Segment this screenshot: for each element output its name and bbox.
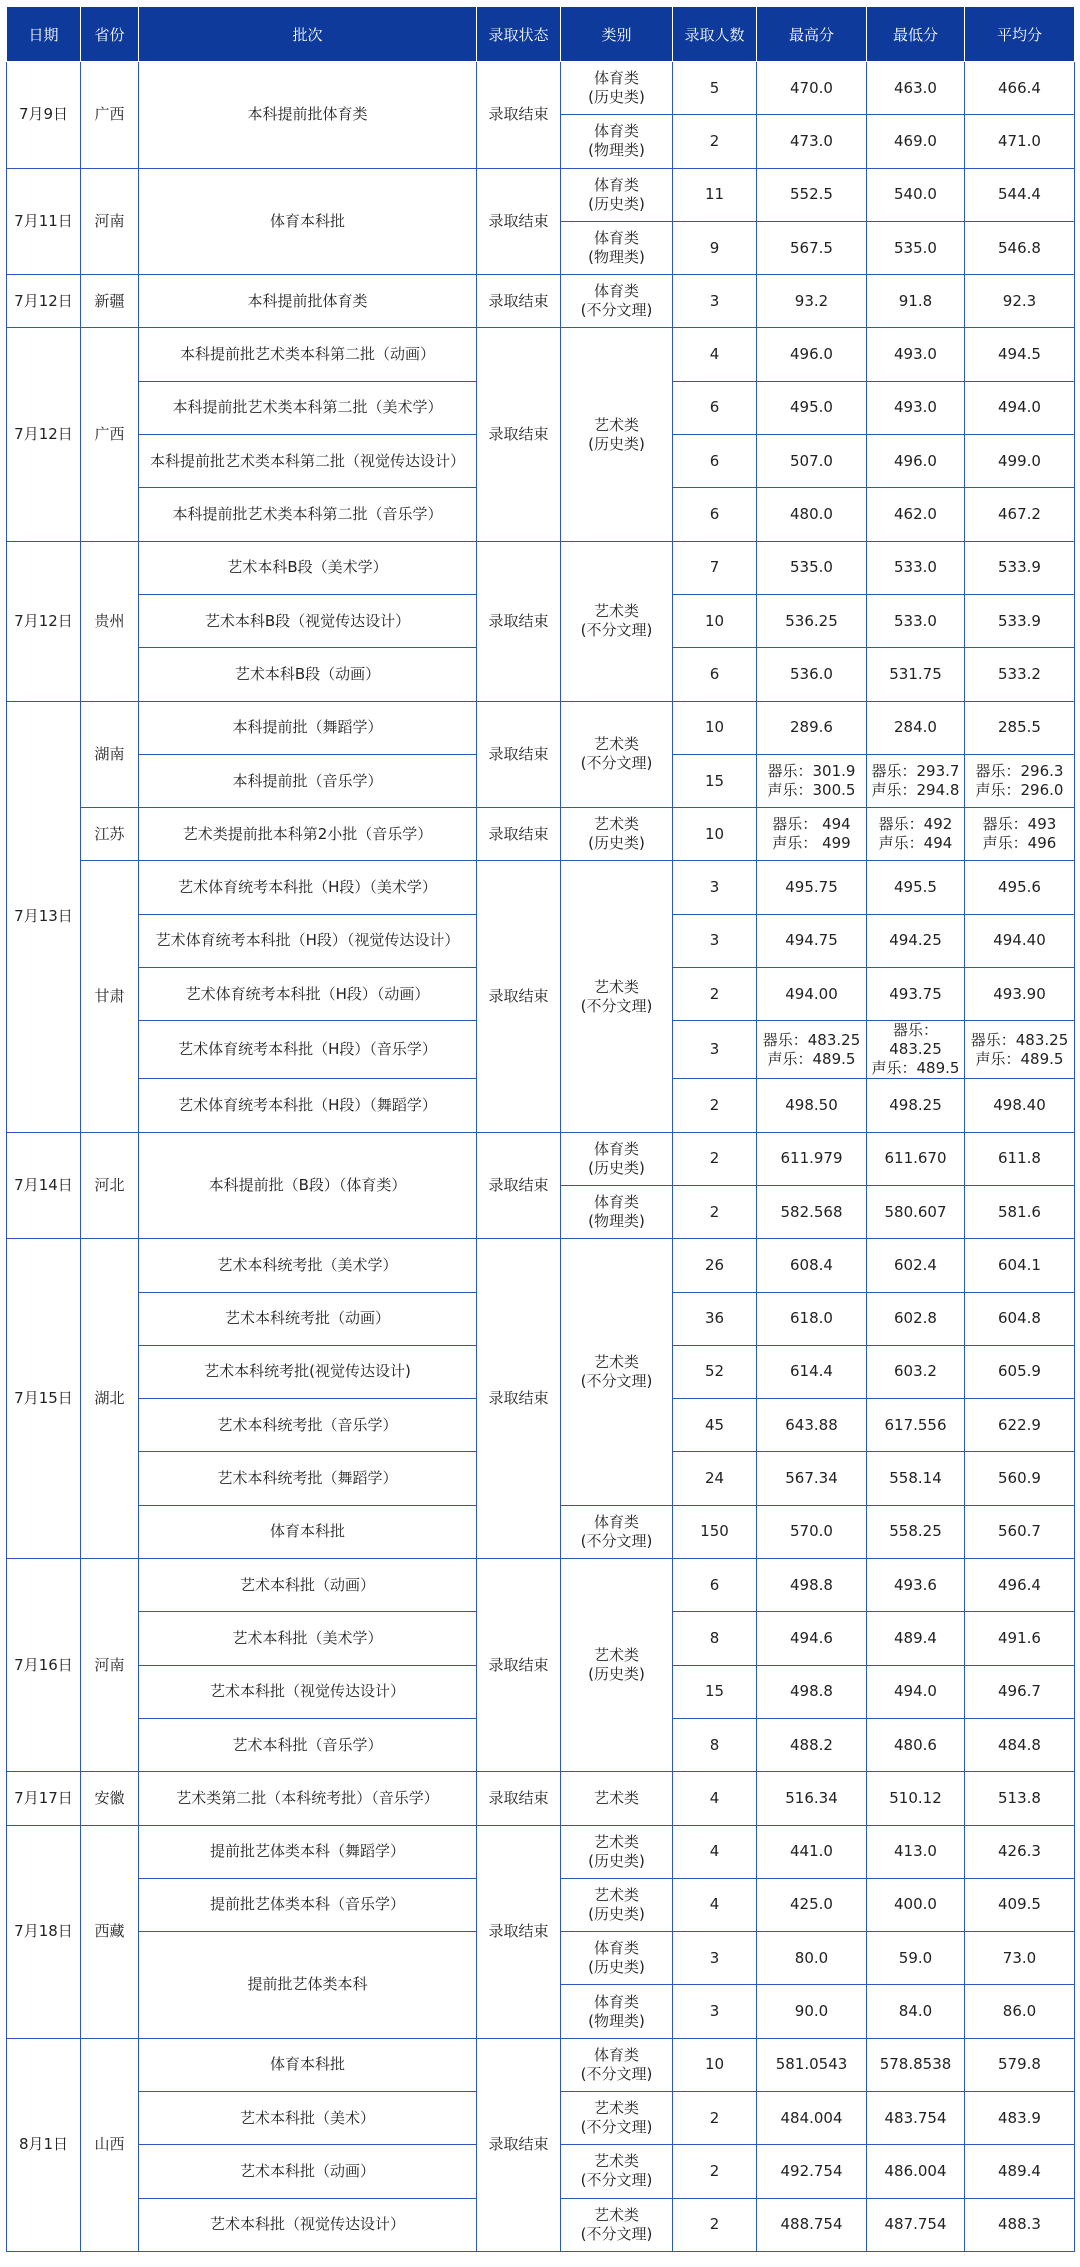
avg-score-cell: 605.9 <box>965 1345 1075 1398</box>
admitted-count-cell: 15 <box>673 1665 757 1718</box>
status-cell: 录取结束 <box>477 861 561 1132</box>
admission-table-container <box>6 6 1075 2252</box>
avg-score-cell: 513.8 <box>965 1772 1075 1825</box>
max-score-cell: 614.4 <box>757 1345 867 1398</box>
min-score-cell: 489.4 <box>867 1612 965 1665</box>
category-cell: 艺术类 (历史类) <box>561 808 673 861</box>
table-row <box>7 1239 1075 1292</box>
date-cell: 7月9日 <box>7 62 81 169</box>
batch-cell: 艺术本科统考批（动画） <box>139 1292 477 1345</box>
admitted-count-cell: 45 <box>673 1399 757 1452</box>
admitted-count-cell: 2 <box>673 1132 757 1185</box>
avg-score-cell: 533.2 <box>965 648 1075 701</box>
province-cell: 甘肃 <box>81 861 139 1132</box>
avg-score-cell: 622.9 <box>965 1399 1075 1452</box>
date-cell: 7月12日 <box>7 541 81 701</box>
max-score-cell: 498.8 <box>757 1559 867 1612</box>
batch-cell: 艺术本科B段（视觉传达设计） <box>139 594 477 647</box>
avg-score-cell: 579.8 <box>965 2038 1075 2091</box>
max-score-cell: 496.0 <box>757 328 867 381</box>
province-cell: 湖北 <box>81 1239 139 1559</box>
date-cell: 7月12日 <box>7 328 81 541</box>
table-header-row <box>7 7 1075 62</box>
batch-cell: 艺术本科统考批（美术学） <box>139 1239 477 1292</box>
min-score-cell: 84.0 <box>867 1985 965 2038</box>
batch-cell: 提前批艺体类本科 <box>139 1932 477 2039</box>
admitted-count-cell: 6 <box>673 488 757 541</box>
avg-score-cell: 器乐：493 声乐：496 <box>965 808 1075 861</box>
avg-score-cell: 491.6 <box>965 1612 1075 1665</box>
table-row <box>7 1559 1075 1612</box>
category-cell: 艺术类 (历史类) <box>561 1559 673 1772</box>
category-cell: 艺术类 (不分文理) <box>561 701 673 808</box>
admitted-count-cell: 4 <box>673 1825 757 1878</box>
batch-cell: 艺术本科批（美术学） <box>139 1612 477 1665</box>
category-cell: 艺术类 (历史类) <box>561 328 673 541</box>
category-cell: 体育类 (物理类) <box>561 1185 673 1238</box>
max-score-cell: 495.0 <box>757 381 867 434</box>
avg-score-cell: 493.90 <box>965 968 1075 1021</box>
admitted-count-cell: 3 <box>673 1932 757 1985</box>
table-row <box>7 62 1075 115</box>
admitted-count-cell: 8 <box>673 1612 757 1665</box>
batch-cell: 本科提前批艺术类本科第二批（音乐学） <box>139 488 477 541</box>
date-cell: 7月16日 <box>7 1559 81 1772</box>
status-cell: 录取结束 <box>477 275 561 328</box>
min-score-cell: 510.12 <box>867 1772 965 1825</box>
category-cell: 体育类 (不分文理) <box>561 2038 673 2091</box>
table-body <box>7 62 1075 2252</box>
avg-score-cell: 484.8 <box>965 1718 1075 1771</box>
batch-cell: 本科提前批艺术类本科第二批（动画） <box>139 328 477 381</box>
status-cell: 录取结束 <box>477 808 561 861</box>
category-cell: 艺术类 (不分文理) <box>561 2198 673 2251</box>
province-cell: 河南 <box>81 168 139 275</box>
batch-cell: 艺术本科批（音乐学） <box>139 1718 477 1771</box>
min-score-cell: 602.4 <box>867 1239 965 1292</box>
category-cell: 体育类 (物理类) <box>561 115 673 168</box>
avg-score-cell: 544.4 <box>965 168 1075 221</box>
admission-score-table <box>6 6 1075 2252</box>
date-cell: 8月1日 <box>7 2038 81 2251</box>
min-score-cell: 602.8 <box>867 1292 965 1345</box>
batch-cell: 本科提前批艺术类本科第二批（美术学） <box>139 381 477 434</box>
min-score-cell: 495.5 <box>867 861 965 914</box>
batch-cell: 本科提前批体育类 <box>139 62 477 169</box>
table-row <box>7 1772 1075 1825</box>
min-score-cell: 486.004 <box>867 2145 965 2198</box>
header-date: 日期 <box>7 7 81 62</box>
batch-cell: 提前批艺体类本科（音乐学） <box>139 1878 477 1931</box>
admitted-count-cell: 4 <box>673 1878 757 1931</box>
table-row <box>7 275 1075 328</box>
avg-score-cell: 466.4 <box>965 62 1075 115</box>
avg-score-cell: 409.5 <box>965 1878 1075 1931</box>
category-cell: 体育类 (历史类) <box>561 1132 673 1185</box>
category-cell: 艺术类 (历史类) <box>561 1878 673 1931</box>
admitted-count-cell: 3 <box>673 275 757 328</box>
max-score-cell: 90.0 <box>757 1985 867 2038</box>
batch-cell: 体育本科批 <box>139 168 477 275</box>
max-score-cell: 492.754 <box>757 2145 867 2198</box>
admitted-count-cell: 2 <box>673 115 757 168</box>
table-row <box>7 808 1075 861</box>
max-score-cell: 608.4 <box>757 1239 867 1292</box>
admitted-count-cell: 10 <box>673 808 757 861</box>
category-cell: 艺术类 (历史类) <box>561 1825 673 1878</box>
avg-score-cell: 533.9 <box>965 541 1075 594</box>
admitted-count-cell: 4 <box>673 1772 757 1825</box>
max-score-cell: 581.0543 <box>757 2038 867 2091</box>
admitted-count-cell: 7 <box>673 541 757 594</box>
province-cell: 西藏 <box>81 1825 139 2038</box>
min-score-cell: 603.2 <box>867 1345 965 1398</box>
min-score-cell: 480.6 <box>867 1718 965 1771</box>
table-row <box>7 541 1075 594</box>
max-score-cell: 494.75 <box>757 914 867 967</box>
min-score-cell: 494.25 <box>867 914 965 967</box>
admitted-count-cell: 10 <box>673 2038 757 2091</box>
category-cell: 艺术类 (不分文理) <box>561 541 673 701</box>
province-cell: 安徽 <box>81 1772 139 1825</box>
province-cell: 广西 <box>81 62 139 169</box>
batch-cell: 艺术体育统考本科批（H段）（视觉传达设计） <box>139 914 477 967</box>
header-avg-score: 平均分 <box>965 7 1075 62</box>
header-province: 省份 <box>81 7 139 62</box>
min-score-cell: 483.754 <box>867 2091 965 2144</box>
date-cell: 7月11日 <box>7 168 81 275</box>
max-score-cell: 488.2 <box>757 1718 867 1771</box>
status-cell: 录取结束 <box>477 1772 561 1825</box>
table-row <box>7 1825 1075 1878</box>
batch-cell: 艺术本科统考批(视觉传达设计) <box>139 1345 477 1398</box>
batch-cell: 艺术本科批（视觉传达设计） <box>139 1665 477 1718</box>
date-cell: 7月15日 <box>7 1239 81 1559</box>
batch-cell: 艺术本科统考批（舞蹈学） <box>139 1452 477 1505</box>
category-cell: 体育类 (历史类) <box>561 62 673 115</box>
table-row <box>7 1132 1075 1185</box>
min-score-cell: 533.0 <box>867 541 965 594</box>
table-row <box>7 701 1075 754</box>
status-cell: 录取结束 <box>477 1239 561 1559</box>
max-score-cell: 484.004 <box>757 2091 867 2144</box>
status-cell: 录取结束 <box>477 1825 561 2038</box>
status-cell: 录取结束 <box>477 168 561 275</box>
batch-cell: 体育本科批 <box>139 1505 477 1558</box>
category-cell: 体育类 (不分文理) <box>561 275 673 328</box>
max-score-cell: 473.0 <box>757 115 867 168</box>
status-cell: 录取结束 <box>477 701 561 808</box>
avg-score-cell: 495.6 <box>965 861 1075 914</box>
admitted-count-cell: 4 <box>673 328 757 381</box>
min-score-cell: 400.0 <box>867 1878 965 1931</box>
admitted-count-cell: 3 <box>673 914 757 967</box>
max-score-cell: 618.0 <box>757 1292 867 1345</box>
category-cell: 艺术类 (不分文理) <box>561 1239 673 1505</box>
min-score-cell: 469.0 <box>867 115 965 168</box>
max-score-cell: 567.5 <box>757 221 867 274</box>
max-score-cell: 611.979 <box>757 1132 867 1185</box>
table-row <box>7 168 1075 221</box>
min-score-cell: 533.0 <box>867 594 965 647</box>
category-cell: 艺术类 (不分文理) <box>561 861 673 1132</box>
category-cell: 体育类 (历史类) <box>561 1932 673 1985</box>
max-score-cell: 器乐： 494 声乐： 499 <box>757 808 867 861</box>
avg-score-cell: 471.0 <box>965 115 1075 168</box>
avg-score-cell: 489.4 <box>965 2145 1075 2198</box>
min-score-cell: 493.0 <box>867 381 965 434</box>
header-max-score: 最高分 <box>757 7 867 62</box>
max-score-cell: 498.8 <box>757 1665 867 1718</box>
admitted-count-cell: 10 <box>673 594 757 647</box>
max-score-cell: 470.0 <box>757 62 867 115</box>
batch-cell: 体育本科批 <box>139 2038 477 2091</box>
batch-cell: 本科提前批（B段）（体育类） <box>139 1132 477 1239</box>
header-min-score: 最低分 <box>867 7 965 62</box>
avg-score-cell: 604.8 <box>965 1292 1075 1345</box>
admitted-count-cell: 3 <box>673 861 757 914</box>
province-cell: 新疆 <box>81 275 139 328</box>
admitted-count-cell: 6 <box>673 381 757 434</box>
header-status: 录取状态 <box>477 7 561 62</box>
avg-score-cell: 494.5 <box>965 328 1075 381</box>
admitted-count-cell: 9 <box>673 221 757 274</box>
batch-cell: 艺术体育统考本科批（H段）（舞蹈学） <box>139 1079 477 1132</box>
max-score-cell: 535.0 <box>757 541 867 594</box>
batch-cell: 艺术本科统考批（音乐学） <box>139 1399 477 1452</box>
max-score-cell: 494.00 <box>757 968 867 1021</box>
min-score-cell: 494.0 <box>867 1665 965 1718</box>
admitted-count-cell: 52 <box>673 1345 757 1398</box>
table-row <box>7 328 1075 381</box>
admitted-count-cell: 6 <box>673 435 757 488</box>
admitted-count-cell: 36 <box>673 1292 757 1345</box>
admitted-count-cell: 8 <box>673 1718 757 1771</box>
table-row <box>7 2038 1075 2091</box>
province-cell: 河南 <box>81 1559 139 1772</box>
category-cell: 体育类 (物理类) <box>561 1985 673 2038</box>
max-score-cell: 536.0 <box>757 648 867 701</box>
admitted-count-cell: 150 <box>673 1505 757 1558</box>
min-score-cell: 487.754 <box>867 2198 965 2251</box>
date-cell: 7月18日 <box>7 1825 81 2038</box>
min-score-cell: 59.0 <box>867 1932 965 1985</box>
province-cell: 贵州 <box>81 541 139 701</box>
min-score-cell: 617.556 <box>867 1399 965 1452</box>
max-score-cell: 516.34 <box>757 1772 867 1825</box>
table-row <box>7 861 1075 914</box>
min-score-cell: 91.8 <box>867 275 965 328</box>
status-cell: 录取结束 <box>477 2038 561 2251</box>
avg-score-cell: 86.0 <box>965 1985 1075 2038</box>
batch-cell: 艺术本科B段（美术学） <box>139 541 477 594</box>
avg-score-cell: 498.40 <box>965 1079 1075 1132</box>
admitted-count-cell: 2 <box>673 2145 757 2198</box>
batch-cell: 艺术本科批（动画） <box>139 1559 477 1612</box>
min-score-cell: 578.8538 <box>867 2038 965 2091</box>
province-cell: 河北 <box>81 1132 139 1239</box>
avg-score-cell: 467.2 <box>965 488 1075 541</box>
batch-cell: 艺术本科批（美术） <box>139 2091 477 2144</box>
header-admitted-count: 录取人数 <box>673 7 757 62</box>
min-score-cell: 531.75 <box>867 648 965 701</box>
batch-cell: 本科提前批艺术类本科第二批（视觉传达设计） <box>139 435 477 488</box>
admitted-count-cell: 10 <box>673 701 757 754</box>
admitted-count-cell: 11 <box>673 168 757 221</box>
min-score-cell: 580.607 <box>867 1185 965 1238</box>
min-score-cell: 540.0 <box>867 168 965 221</box>
max-score-cell: 80.0 <box>757 1932 867 1985</box>
avg-score-cell: 73.0 <box>965 1932 1075 1985</box>
province-cell: 广西 <box>81 328 139 541</box>
admitted-count-cell: 2 <box>673 1079 757 1132</box>
province-cell: 江苏 <box>81 808 139 861</box>
max-score-cell: 567.34 <box>757 1452 867 1505</box>
admitted-count-cell: 6 <box>673 1559 757 1612</box>
min-score-cell: 器乐：492 声乐：494 <box>867 808 965 861</box>
batch-cell: 艺术本科批（视觉传达设计） <box>139 2198 477 2251</box>
batch-cell: 艺术体育统考本科批（H段）（动画） <box>139 968 477 1021</box>
header-category: 类别 <box>561 7 673 62</box>
min-score-cell: 493.75 <box>867 968 965 1021</box>
min-score-cell: 462.0 <box>867 488 965 541</box>
header-batch: 批次 <box>139 7 477 62</box>
min-score-cell: 611.670 <box>867 1132 965 1185</box>
status-cell: 录取结束 <box>477 1559 561 1772</box>
date-cell: 7月14日 <box>7 1132 81 1239</box>
category-cell: 体育类 (历史类) <box>561 168 673 221</box>
batch-cell: 艺术本科B段（动画） <box>139 648 477 701</box>
admitted-count-cell: 2 <box>673 968 757 1021</box>
max-score-cell: 498.50 <box>757 1079 867 1132</box>
max-score-cell: 494.6 <box>757 1612 867 1665</box>
avg-score-cell: 488.3 <box>965 2198 1075 2251</box>
batch-cell: 艺术类提前批本科第2小批（音乐学） <box>139 808 477 861</box>
min-score-cell: 284.0 <box>867 701 965 754</box>
batch-cell: 本科提前批体育类 <box>139 275 477 328</box>
min-score-cell: 558.25 <box>867 1505 965 1558</box>
avg-score-cell: 426.3 <box>965 1825 1075 1878</box>
max-score-cell: 495.75 <box>757 861 867 914</box>
avg-score-cell: 499.0 <box>965 435 1075 488</box>
batch-cell: 本科提前批（舞蹈学） <box>139 701 477 754</box>
avg-score-cell: 494.0 <box>965 381 1075 434</box>
batch-cell: 本科提前批（音乐学） <box>139 754 477 807</box>
avg-score-cell: 496.7 <box>965 1665 1075 1718</box>
status-cell: 录取结束 <box>477 1132 561 1239</box>
status-cell: 录取结束 <box>477 328 561 541</box>
category-cell: 艺术类 (不分文理) <box>561 2145 673 2198</box>
admitted-count-cell: 3 <box>673 1021 757 1079</box>
avg-score-cell: 92.3 <box>965 275 1075 328</box>
min-score-cell: 493.6 <box>867 1559 965 1612</box>
max-score-cell: 582.568 <box>757 1185 867 1238</box>
admitted-count-cell: 24 <box>673 1452 757 1505</box>
max-score-cell: 552.5 <box>757 168 867 221</box>
max-score-cell: 器乐：483.25 声乐：489.5 <box>757 1021 867 1079</box>
min-score-cell: 463.0 <box>867 62 965 115</box>
admitted-count-cell: 2 <box>673 2091 757 2144</box>
avg-score-cell: 器乐：483.25 声乐：489.5 <box>965 1021 1075 1079</box>
date-cell: 7月12日 <box>7 275 81 328</box>
min-score-cell: 498.25 <box>867 1079 965 1132</box>
admitted-count-cell: 3 <box>673 1985 757 2038</box>
category-cell: 体育类 (物理类) <box>561 221 673 274</box>
max-score-cell: 480.0 <box>757 488 867 541</box>
min-score-cell: 器乐：293.7 声乐：294.8 <box>867 754 965 807</box>
category-cell: 艺术类 (不分文理) <box>561 2091 673 2144</box>
batch-cell: 艺术体育统考本科批（H段）（音乐学） <box>139 1021 477 1079</box>
avg-score-cell: 器乐：296.3 声乐：296.0 <box>965 754 1075 807</box>
max-score-cell: 425.0 <box>757 1878 867 1931</box>
date-cell: 7月17日 <box>7 1772 81 1825</box>
avg-score-cell: 581.6 <box>965 1185 1075 1238</box>
province-cell: 湖南 <box>81 701 139 808</box>
status-cell: 录取结束 <box>477 62 561 169</box>
admitted-count-cell: 2 <box>673 2198 757 2251</box>
admitted-count-cell: 2 <box>673 1185 757 1238</box>
avg-score-cell: 560.7 <box>965 1505 1075 1558</box>
avg-score-cell: 533.9 <box>965 594 1075 647</box>
max-score-cell: 536.25 <box>757 594 867 647</box>
max-score-cell: 289.6 <box>757 701 867 754</box>
avg-score-cell: 611.8 <box>965 1132 1075 1185</box>
date-cell: 7月13日 <box>7 701 81 1132</box>
category-cell: 体育类 (不分文理) <box>561 1505 673 1558</box>
min-score-cell: 496.0 <box>867 435 965 488</box>
max-score-cell: 93.2 <box>757 275 867 328</box>
admitted-count-cell: 6 <box>673 648 757 701</box>
max-score-cell: 507.0 <box>757 435 867 488</box>
province-cell: 山西 <box>81 2038 139 2251</box>
max-score-cell: 643.88 <box>757 1399 867 1452</box>
max-score-cell: 570.0 <box>757 1505 867 1558</box>
admitted-count-cell: 26 <box>673 1239 757 1292</box>
avg-score-cell: 496.4 <box>965 1559 1075 1612</box>
max-score-cell: 器乐：301.9 声乐：300.5 <box>757 754 867 807</box>
avg-score-cell: 604.1 <box>965 1239 1075 1292</box>
batch-cell: 艺术本科批（动画） <box>139 2145 477 2198</box>
min-score-cell: 535.0 <box>867 221 965 274</box>
admitted-count-cell: 15 <box>673 754 757 807</box>
max-score-cell: 441.0 <box>757 1825 867 1878</box>
avg-score-cell: 285.5 <box>965 701 1075 754</box>
admitted-count-cell: 5 <box>673 62 757 115</box>
batch-cell: 提前批艺体类本科（舞蹈学） <box>139 1825 477 1878</box>
avg-score-cell: 483.9 <box>965 2091 1075 2144</box>
min-score-cell: 器乐：483.25 声乐：489.5 <box>867 1021 965 1079</box>
min-score-cell: 413.0 <box>867 1825 965 1878</box>
avg-score-cell: 546.8 <box>965 221 1075 274</box>
status-cell: 录取结束 <box>477 541 561 701</box>
avg-score-cell: 560.9 <box>965 1452 1075 1505</box>
batch-cell: 艺术类第二批（本科统考批）（音乐学） <box>139 1772 477 1825</box>
min-score-cell: 558.14 <box>867 1452 965 1505</box>
batch-cell: 艺术体育统考本科批（H段）（美术学） <box>139 861 477 914</box>
max-score-cell: 488.754 <box>757 2198 867 2251</box>
min-score-cell: 493.0 <box>867 328 965 381</box>
avg-score-cell: 494.40 <box>965 914 1075 967</box>
category-cell: 艺术类 <box>561 1772 673 1825</box>
